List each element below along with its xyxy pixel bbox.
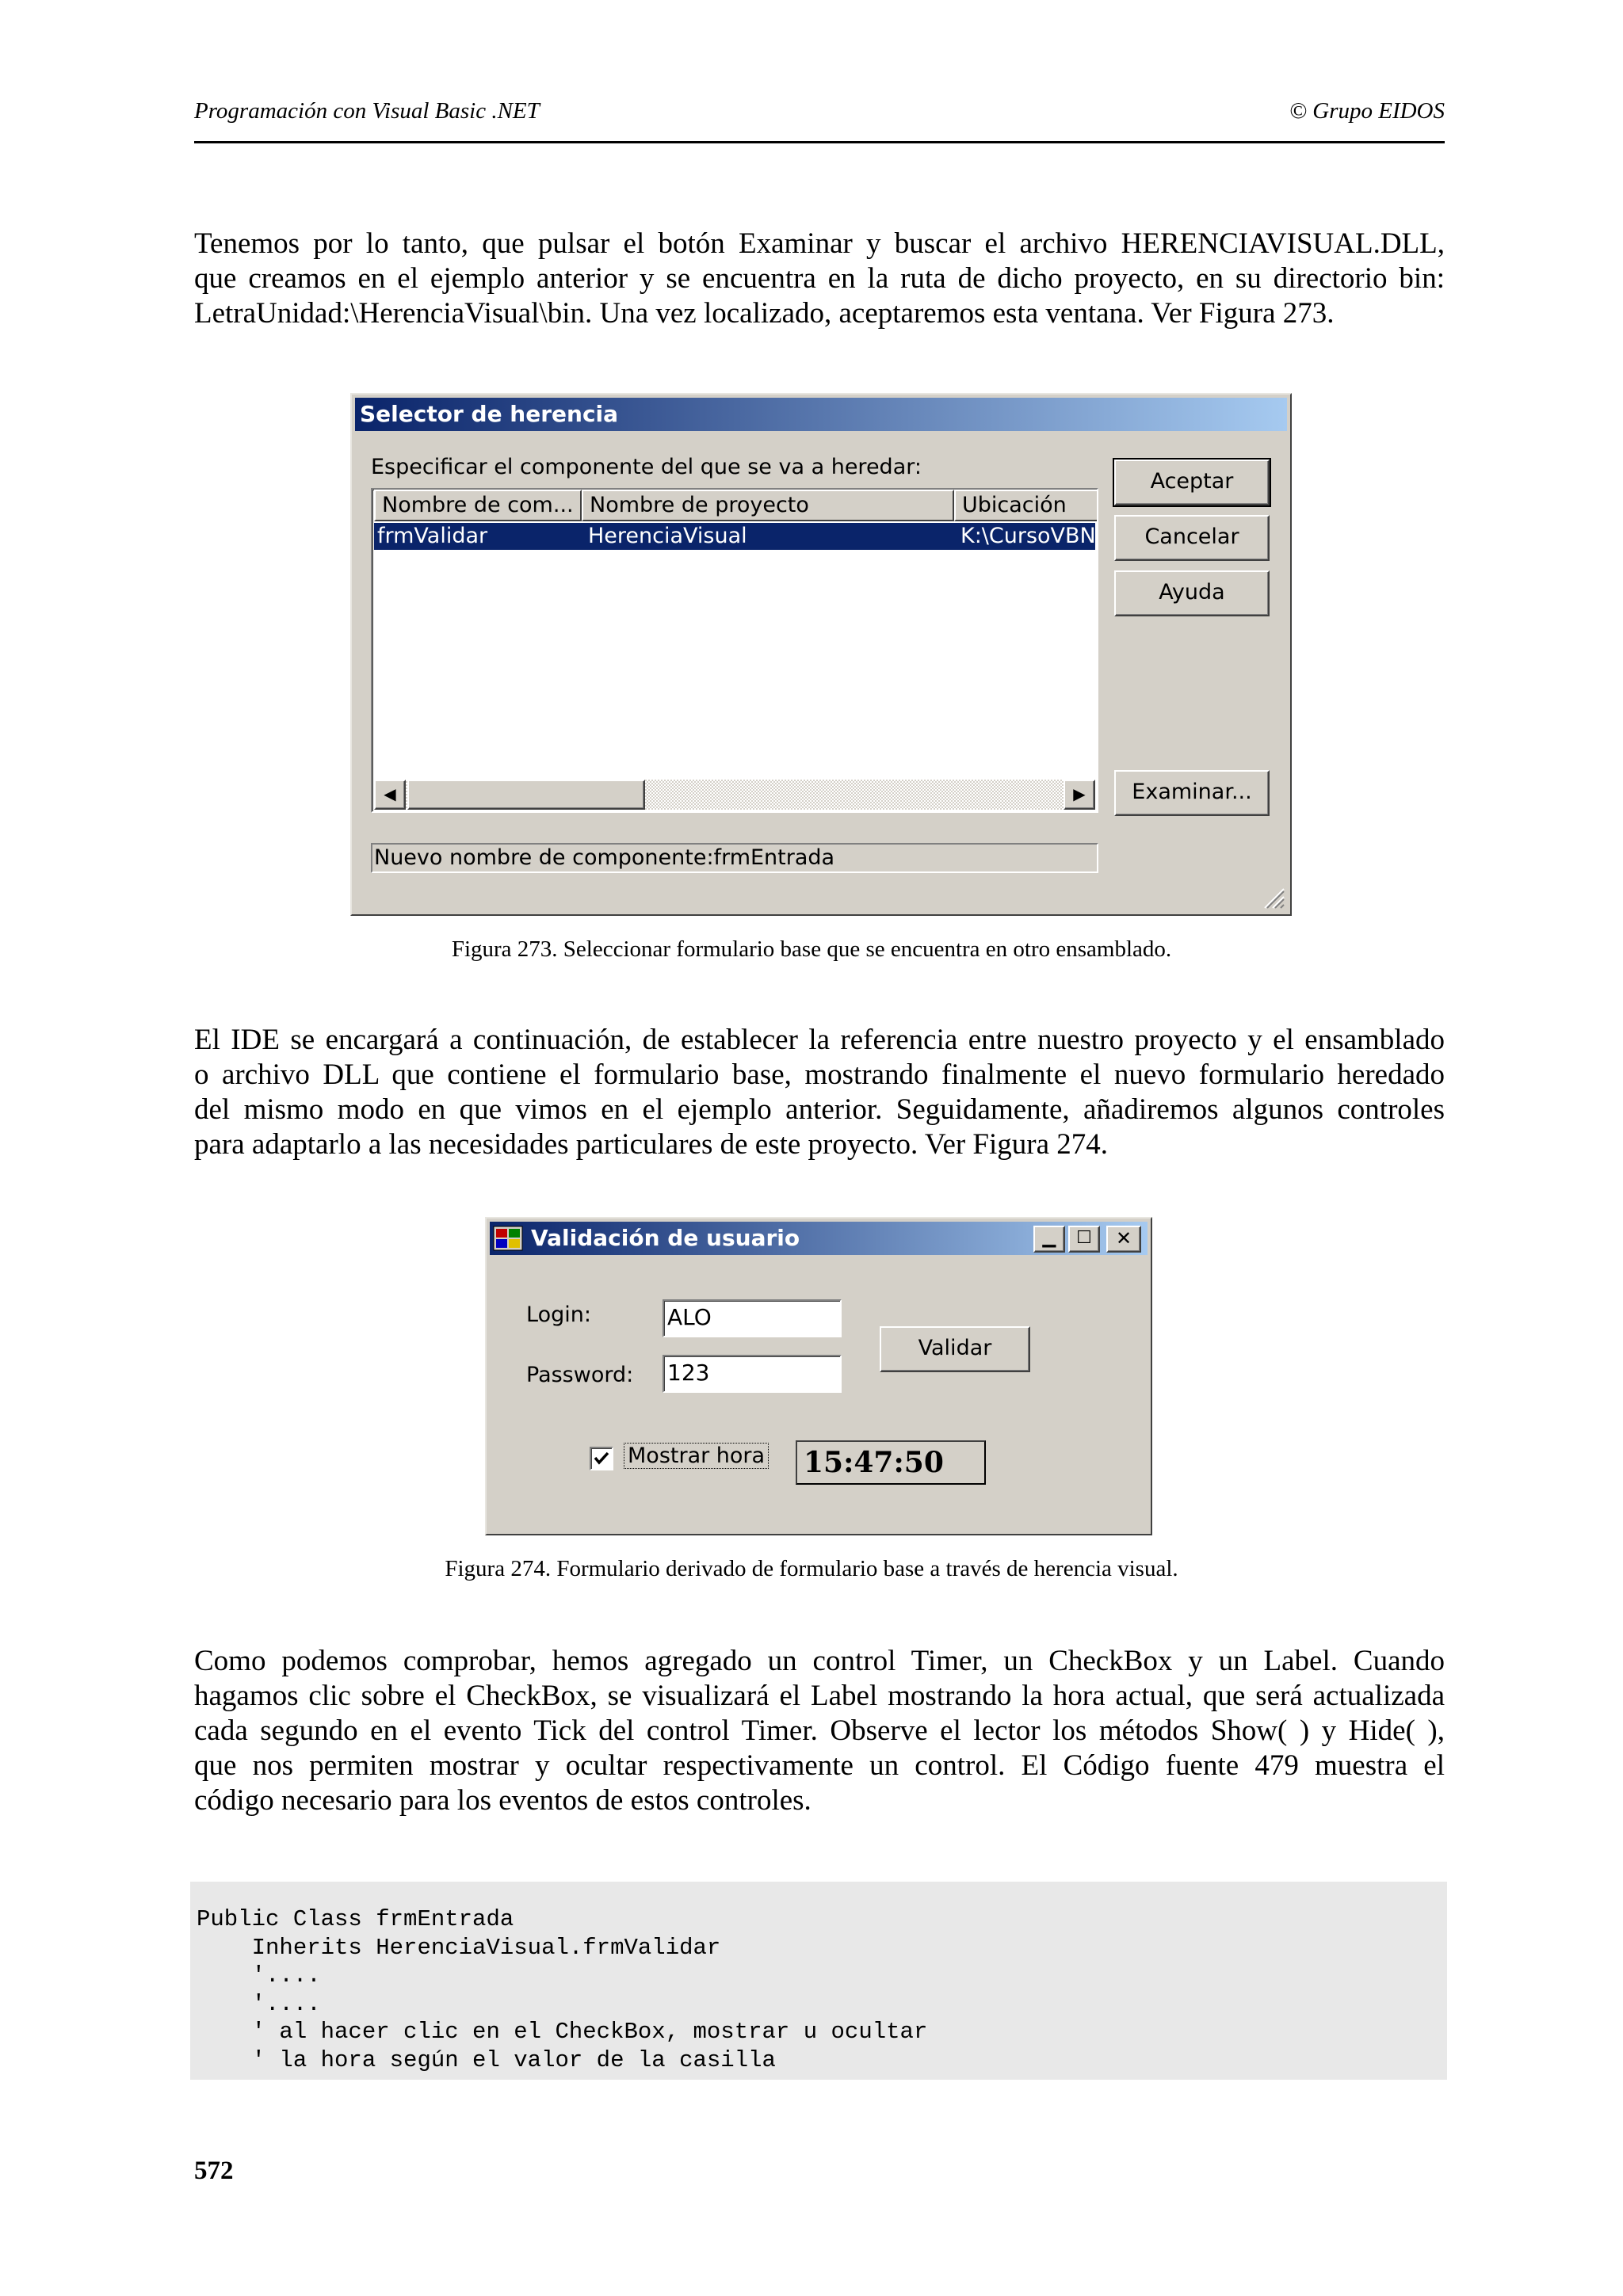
text-line: cada segundo en el evento Tick del control Timer. Observe el lector los métodos Show( ) y Hide( ),: [194, 1714, 1445, 1747]
show-time-checkbox[interactable]: [590, 1447, 613, 1470]
scrollbar-thumb[interactable]: [407, 780, 645, 810]
figure-273-caption: Figura 273. Seleccionar formulario base que se encuentra en otro ensamblado.: [451, 936, 1172, 962]
app-form-icon: [493, 1226, 523, 1251]
browse-button[interactable]: Examinar...: [1114, 770, 1270, 816]
list-row-selected[interactable]: [374, 523, 1095, 550]
row-project: HerenciaVisual: [588, 524, 747, 548]
new-component-name-status: Nuevo nombre de componente:frmEntrada: [371, 843, 1098, 873]
column-header-component[interactable]: Nombre de com...: [374, 490, 582, 521]
component-list[interactable]: [371, 488, 1098, 813]
header-publisher: © Grupo EIDOS: [1289, 98, 1445, 124]
code-line: '....: [197, 1962, 321, 1989]
column-header-location[interactable]: Ubicación: [954, 490, 1098, 521]
cancel-button[interactable]: Cancelar: [1114, 515, 1270, 561]
time-label: 15:47:50: [796, 1440, 986, 1485]
form-title: Validación de usuario: [531, 1225, 800, 1251]
row-component: frmValidar: [377, 524, 488, 548]
code-listing: [190, 1882, 1447, 2080]
text-line: para adaptarlo a las necesidades particulares de este proyecto. Ver Figura 274.: [194, 1128, 1109, 1161]
form-title-bar[interactable]: [490, 1222, 1148, 1255]
text-line: código necesario para los eventos de estos controles.: [194, 1784, 812, 1817]
text-line: del mismo modo en que vimos en el ejemplo anterior. Seguidamente, añadiremos algunos controles: [194, 1093, 1445, 1126]
component-prompt-label: Especificar el componente del que se va a heredar:: [371, 455, 922, 479]
text-line: que nos permiten mostrar y ocultar respectivamente un control. El Código fuente 479 muestra el: [194, 1749, 1445, 1782]
horizontal-scrollbar[interactable]: [374, 780, 1095, 810]
text-line: El IDE se encargará a continuación, de establecer la referencia entre nuestro proyecto y el ensamblado: [194, 1024, 1445, 1056]
accept-button[interactable]: Aceptar: [1114, 460, 1270, 505]
password-input[interactable]: 123: [663, 1355, 842, 1393]
code-line: ' al hacer clic en el CheckBox, mostrar u ocultar: [197, 2019, 928, 2045]
text-line: Tenemos por lo tanto, que pulsar el botón Examinar y buscar el archivo HERENCIAVISUAL.DLL,: [194, 227, 1445, 260]
header-title: Programación con Visual Basic .NET: [194, 98, 540, 124]
password-label: Password:: [526, 1363, 634, 1387]
code-line: ' la hora según el valor de la casilla: [197, 2046, 776, 2073]
paragraph-1: [194, 227, 1445, 331]
inheritance-picker-dialog: [350, 393, 1292, 916]
dialog-title: Selector de herencia: [360, 401, 619, 427]
login-label: Login:: [526, 1302, 591, 1327]
text-line: hagamos clic sobre el CheckBox, se visualizará el Label mostrando la hora actual, que será actualizada: [194, 1680, 1445, 1712]
maximize-icon[interactable]: ☐: [1068, 1226, 1100, 1253]
close-icon[interactable]: ✕: [1106, 1226, 1141, 1253]
paragraph-3: [194, 1644, 1445, 1818]
column-header-project[interactable]: Nombre de proyecto: [582, 490, 954, 521]
user-validation-form: [485, 1217, 1152, 1535]
code-line: '....: [197, 1990, 321, 2017]
login-input[interactable]: ALO: [663, 1299, 842, 1337]
row-location: K:\CursoVBN: [960, 524, 1096, 548]
scroll-right-icon[interactable]: ▶: [1064, 780, 1095, 810]
code-line: Public Class frmEntrada: [197, 1906, 514, 1932]
text-line: o archivo DLL que contiene el formulario base, mostrando finalmente el nuevo formulario heredado: [194, 1058, 1445, 1091]
text-line: LetraUnidad:\HerenciaVisual\bin. Una vez localizado, aceptaremos esta ventana. Ver Figura 273.: [194, 297, 1335, 330]
help-button[interactable]: Ayuda: [1114, 570, 1270, 616]
checkmark-icon: [591, 1448, 612, 1469]
page-number: 572: [194, 2157, 234, 2185]
paragraph-2: [194, 1023, 1445, 1162]
figure-274-caption: Figura 274. Formulario derivado de formulario base a través de herencia visual.: [445, 1556, 1178, 1581]
page-header: [194, 93, 1445, 143]
resize-grip-icon[interactable]: [1262, 886, 1285, 910]
code-line: Inherits HerenciaVisual.frmValidar: [197, 1934, 721, 1961]
scroll-left-icon[interactable]: ◀: [374, 780, 406, 810]
text-line: Como podemos comprobar, hemos agregado un control Timer, un CheckBox y un Label. Cuando: [194, 1645, 1445, 1677]
minimize-icon[interactable]: ▁: [1033, 1226, 1065, 1253]
validate-button[interactable]: Validar: [880, 1326, 1030, 1372]
text-line: que creamos en el ejemplo anterior y se encuentra en la ruta de dicho proyecto, en su directorio bin:: [194, 262, 1445, 295]
dialog-title-bar[interactable]: [355, 398, 1287, 431]
show-time-label[interactable]: Mostrar hora: [624, 1444, 768, 1468]
